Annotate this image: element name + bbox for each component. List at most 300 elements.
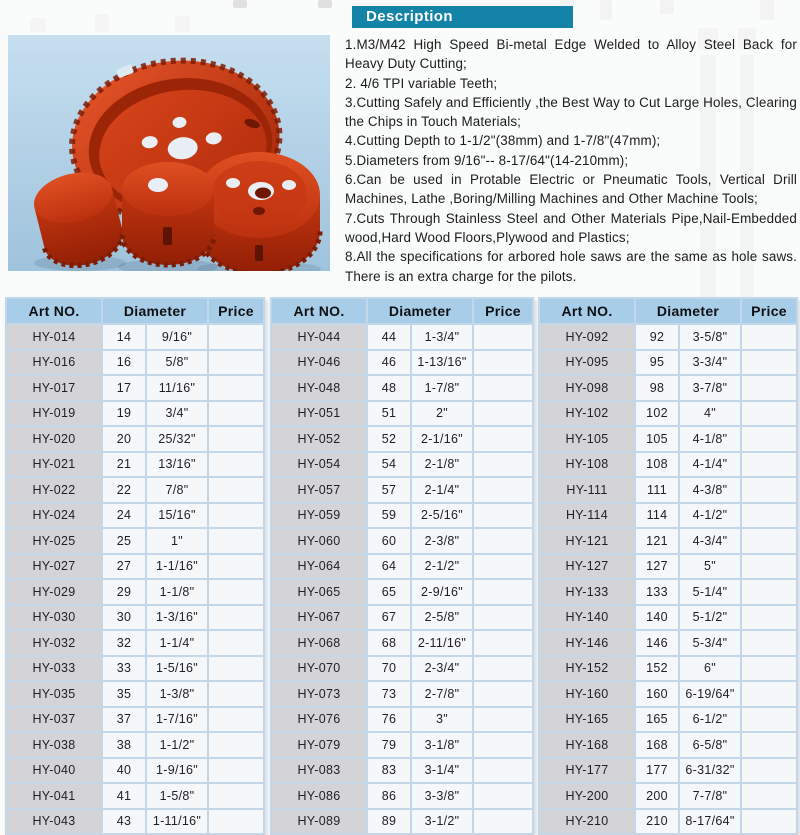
cell-art-no: HY-021 — [6, 452, 102, 478]
table-row — [539, 630, 797, 656]
watermark-bar — [95, 14, 109, 32]
cell-diameter-inch: 1-11/16" — [146, 809, 208, 835]
cell-diameter-mm: 200 — [635, 783, 679, 809]
cell-price — [741, 758, 797, 784]
cell-price — [741, 452, 797, 478]
table-row — [539, 554, 797, 580]
cell-diameter-mm: 20 — [102, 426, 146, 452]
cell-diameter-inch: 2-5/8" — [411, 605, 473, 631]
cell-diameter-inch: 3/4" — [146, 401, 208, 427]
table-row — [6, 375, 264, 401]
cell-diameter-mm: 48 — [367, 375, 411, 401]
table-row — [539, 783, 797, 809]
cell-diameter-mm: 111 — [635, 477, 679, 503]
cell-diameter-mm: 51 — [367, 401, 411, 427]
table-row — [271, 350, 533, 376]
cell-diameter-mm: 43 — [102, 809, 146, 835]
cell-diameter-mm: 95 — [635, 350, 679, 376]
cell-art-no: HY-052 — [271, 426, 367, 452]
cell-diameter-mm: 133 — [635, 579, 679, 605]
table-row — [271, 707, 533, 733]
cell-diameter-mm: 14 — [102, 324, 146, 350]
cell-diameter-inch: 2-3/4" — [411, 656, 473, 682]
description-item: 3.Cutting Safely and Efficiently ,the Best Way to Cut Large Holes, Clearing the Chips in Touch Materials; — [345, 94, 797, 130]
cell-price — [473, 324, 533, 350]
cell-price — [741, 707, 797, 733]
cell-diameter-inch: 1-3/8" — [146, 681, 208, 707]
table-row — [539, 681, 797, 707]
cell-diameter-inch: 2-1/16" — [411, 426, 473, 452]
cell-art-no: HY-030 — [6, 605, 102, 631]
table-row — [539, 758, 797, 784]
cell-price — [741, 324, 797, 350]
table-row — [539, 350, 797, 376]
cell-art-no: HY-146 — [539, 630, 635, 656]
cell-price — [741, 579, 797, 605]
cell-art-no: HY-095 — [539, 350, 635, 376]
cell-art-no: HY-200 — [539, 783, 635, 809]
description-item: 1.M3/M42 High Speed Bi-metal Edge Welded to Alloy Steel Back for Heavy Duty Cutting; — [345, 37, 797, 72]
header-art-no: Art NO. — [271, 298, 367, 324]
cell-price — [741, 503, 797, 529]
table-row — [271, 681, 533, 707]
table-row — [539, 809, 797, 835]
description-item: 7.Cuts Through Stainless Steel and Other Materials Pipe,Nail-Embedded wood,Hard Wood Floors,Plywood and Plastics; — [345, 210, 797, 245]
cell-diameter-inch: 5-3/4" — [679, 630, 741, 656]
description-title: Description — [366, 8, 453, 25]
cell-diameter-inch: 4-1/8" — [679, 426, 741, 452]
cell-art-no: HY-043 — [6, 809, 102, 835]
cell-art-no: HY-059 — [271, 503, 367, 529]
hole-saw-table-3 — [538, 297, 798, 835]
cell-diameter-mm: 35 — [102, 681, 146, 707]
cell-diameter-mm: 210 — [635, 809, 679, 835]
cell-diameter-inch: 9/16" — [146, 324, 208, 350]
cell-price — [208, 809, 264, 835]
cell-price — [208, 554, 264, 580]
cell-art-no: HY-076 — [271, 707, 367, 733]
cell-price — [473, 452, 533, 478]
cell-art-no: HY-140 — [539, 605, 635, 631]
cell-price — [208, 477, 264, 503]
cell-price — [741, 375, 797, 401]
cell-art-no: HY-168 — [539, 732, 635, 758]
cell-diameter-inch: 4" — [679, 401, 741, 427]
cell-art-no: HY-177 — [539, 758, 635, 784]
cell-diameter-mm: 76 — [367, 707, 411, 733]
cell-diameter-mm: 32 — [102, 630, 146, 656]
table-row — [6, 732, 264, 758]
cell-diameter-inch: 7/8" — [146, 477, 208, 503]
cell-art-no: HY-079 — [271, 732, 367, 758]
cell-art-no: HY-044 — [271, 324, 367, 350]
table-row — [271, 656, 533, 682]
watermark-bar — [30, 18, 46, 32]
cell-diameter-mm: 21 — [102, 452, 146, 478]
table-row — [271, 758, 533, 784]
cell-art-no: HY-024 — [6, 503, 102, 529]
cell-art-no: HY-073 — [271, 681, 367, 707]
table-row — [271, 324, 533, 350]
header-diameter: Diameter — [367, 298, 473, 324]
cell-art-no: HY-040 — [6, 758, 102, 784]
header-price: Price — [741, 298, 797, 324]
cell-price — [208, 528, 264, 554]
cell-price — [208, 324, 264, 350]
cell-diameter-mm: 27 — [102, 554, 146, 580]
cell-art-no: HY-121 — [539, 528, 635, 554]
cell-art-no: HY-060 — [271, 528, 367, 554]
cell-diameter-inch: 7-7/8" — [679, 783, 741, 809]
cell-art-no: HY-133 — [539, 579, 635, 605]
cell-price — [473, 630, 533, 656]
cell-diameter-inch: 11/16" — [146, 375, 208, 401]
cell-diameter-inch: 5-1/2" — [679, 605, 741, 631]
cell-price — [473, 401, 533, 427]
cell-price — [208, 605, 264, 631]
table-row — [6, 426, 264, 452]
cell-price — [208, 656, 264, 682]
cell-diameter-inch: 1-5/16" — [146, 656, 208, 682]
cell-diameter-mm: 67 — [367, 605, 411, 631]
table-row — [271, 375, 533, 401]
cell-art-no: HY-041 — [6, 783, 102, 809]
cell-diameter-inch: 6-1/2" — [679, 707, 741, 733]
hole-saws-illustration — [8, 35, 330, 271]
cell-diameter-inch: 2-9/16" — [411, 579, 473, 605]
right-hole-saw — [198, 152, 320, 271]
cell-art-no: HY-029 — [6, 579, 102, 605]
cell-diameter-inch: 8-17/64" — [679, 809, 741, 835]
cell-diameter-mm: 25 — [102, 528, 146, 554]
table-row — [271, 503, 533, 529]
cell-art-no: HY-046 — [271, 350, 367, 376]
table-row — [271, 732, 533, 758]
cell-art-no: HY-127 — [539, 554, 635, 580]
table-row — [539, 426, 797, 452]
cell-art-no: HY-068 — [271, 630, 367, 656]
table-row — [6, 324, 264, 350]
table-header-row — [539, 298, 797, 324]
cell-price — [741, 656, 797, 682]
cell-price — [473, 579, 533, 605]
table-header-row — [271, 298, 533, 324]
cell-diameter-mm: 64 — [367, 554, 411, 580]
cell-diameter-inch: 6-19/64" — [679, 681, 741, 707]
cell-price — [741, 681, 797, 707]
cell-diameter-mm: 19 — [102, 401, 146, 427]
cell-price — [208, 375, 264, 401]
table-row — [6, 401, 264, 427]
cell-art-no: HY-111 — [539, 477, 635, 503]
cell-diameter-inch: 2" — [411, 401, 473, 427]
cell-price — [473, 707, 533, 733]
cell-diameter-mm: 30 — [102, 605, 146, 631]
cell-art-no: HY-022 — [6, 477, 102, 503]
cell-diameter-mm: 177 — [635, 758, 679, 784]
table-row — [6, 605, 264, 631]
cell-price — [208, 503, 264, 529]
table-row — [539, 375, 797, 401]
header-diameter: Diameter — [102, 298, 208, 324]
cell-art-no: HY-025 — [6, 528, 102, 554]
header-price: Price — [208, 298, 264, 324]
table-row — [271, 579, 533, 605]
table-row — [539, 605, 797, 631]
cell-price — [473, 605, 533, 631]
cell-art-no: HY-108 — [539, 452, 635, 478]
cell-price — [741, 528, 797, 554]
cell-price — [741, 350, 797, 376]
table-row — [271, 605, 533, 631]
cell-diameter-mm: 57 — [367, 477, 411, 503]
header-diameter: Diameter — [635, 298, 741, 324]
table-row — [539, 401, 797, 427]
cell-diameter-mm: 79 — [367, 732, 411, 758]
table-row — [6, 350, 264, 376]
table-row — [6, 452, 264, 478]
cell-art-no: HY-098 — [539, 375, 635, 401]
hole-saw-table-1 — [5, 297, 265, 835]
cell-diameter-mm: 86 — [367, 783, 411, 809]
table-row — [539, 732, 797, 758]
cell-diameter-mm: 92 — [635, 324, 679, 350]
cell-art-no: HY-114 — [539, 503, 635, 529]
cell-diameter-mm: 160 — [635, 681, 679, 707]
cell-price — [208, 350, 264, 376]
cell-diameter-inch: 5-1/4" — [679, 579, 741, 605]
table-row — [271, 809, 533, 835]
cell-art-no: HY-105 — [539, 426, 635, 452]
cell-art-no: HY-083 — [271, 758, 367, 784]
header-price: Price — [473, 298, 533, 324]
cell-diameter-inch: 1-1/16" — [146, 554, 208, 580]
table-row — [271, 783, 533, 809]
cell-diameter-mm: 98 — [635, 375, 679, 401]
cell-diameter-mm: 89 — [367, 809, 411, 835]
cell-diameter-inch: 3-5/8" — [679, 324, 741, 350]
cell-diameter-mm: 22 — [102, 477, 146, 503]
cell-diameter-mm: 29 — [102, 579, 146, 605]
watermark-bar — [318, 0, 332, 8]
cell-price — [473, 375, 533, 401]
cell-diameter-inch: 2-1/4" — [411, 477, 473, 503]
cell-diameter-mm: 16 — [102, 350, 146, 376]
cell-diameter-inch: 4-1/4" — [679, 452, 741, 478]
cell-price — [208, 758, 264, 784]
description-item: 2. 4/6 TPI variable Teeth; — [345, 75, 498, 91]
cell-art-no: HY-037 — [6, 707, 102, 733]
table-row — [6, 681, 264, 707]
cell-art-no: HY-065 — [271, 579, 367, 605]
cell-art-no: HY-016 — [6, 350, 102, 376]
cell-price — [473, 477, 533, 503]
cell-diameter-mm: 52 — [367, 426, 411, 452]
table-row — [6, 503, 264, 529]
table-row — [6, 554, 264, 580]
table-body — [271, 324, 533, 834]
description-list — [345, 35, 797, 286]
table-row — [6, 707, 264, 733]
table-row — [6, 630, 264, 656]
cell-diameter-mm: 65 — [367, 579, 411, 605]
cell-price — [473, 656, 533, 682]
cell-price — [208, 426, 264, 452]
cell-diameter-mm: 60 — [367, 528, 411, 554]
cell-art-no: HY-092 — [539, 324, 635, 350]
cell-diameter-mm: 146 — [635, 630, 679, 656]
cell-diameter-mm: 152 — [635, 656, 679, 682]
table-row — [539, 503, 797, 529]
cell-art-no: HY-210 — [539, 809, 635, 835]
cell-diameter-mm: 168 — [635, 732, 679, 758]
cell-diameter-mm: 165 — [635, 707, 679, 733]
cell-diameter-mm: 140 — [635, 605, 679, 631]
cell-price — [473, 809, 533, 835]
watermark-bar — [175, 16, 190, 32]
cell-art-no: HY-035 — [6, 681, 102, 707]
cell-art-no: HY-033 — [6, 656, 102, 682]
cell-art-no: HY-057 — [271, 477, 367, 503]
table-row — [6, 758, 264, 784]
cell-diameter-inch: 4-3/4" — [679, 528, 741, 554]
cell-diameter-inch: 2-1/2" — [411, 554, 473, 580]
cell-art-no: HY-020 — [6, 426, 102, 452]
small-middle-hole-saw — [122, 162, 214, 265]
cell-diameter-inch: 2-11/16" — [411, 630, 473, 656]
description-item: 8.All the specifications for arbored hole saws are the same as hole saws. There is an extra charge for the pilots. — [345, 249, 797, 284]
cell-diameter-inch: 1-3/4" — [411, 324, 473, 350]
cell-diameter-mm: 108 — [635, 452, 679, 478]
cell-diameter-mm: 102 — [635, 401, 679, 427]
cell-art-no: HY-019 — [6, 401, 102, 427]
cell-diameter-inch: 4-3/8" — [679, 477, 741, 503]
cell-art-no: HY-089 — [271, 809, 367, 835]
cell-diameter-mm: 24 — [102, 503, 146, 529]
cell-diameter-mm: 44 — [367, 324, 411, 350]
cell-art-no: HY-086 — [271, 783, 367, 809]
table-row — [6, 656, 264, 682]
cell-art-no: HY-067 — [271, 605, 367, 631]
cell-art-no: HY-152 — [539, 656, 635, 682]
cell-diameter-inch: 13/16" — [146, 452, 208, 478]
cell-art-no: HY-165 — [539, 707, 635, 733]
cell-diameter-inch: 1-1/8" — [146, 579, 208, 605]
cell-diameter-inch: 3-3/4" — [679, 350, 741, 376]
cell-diameter-inch: 1" — [146, 528, 208, 554]
description-header — [352, 6, 573, 28]
header-art-no: Art NO. — [539, 298, 635, 324]
cell-price — [208, 630, 264, 656]
cell-diameter-mm: 40 — [102, 758, 146, 784]
cell-diameter-inch: 25/32" — [146, 426, 208, 452]
cell-price — [473, 554, 533, 580]
cell-price — [741, 783, 797, 809]
cell-price — [741, 809, 797, 835]
cell-diameter-inch: 2-3/8" — [411, 528, 473, 554]
table-row — [539, 656, 797, 682]
cell-diameter-mm: 37 — [102, 707, 146, 733]
table-body — [6, 324, 264, 834]
cell-diameter-mm: 41 — [102, 783, 146, 809]
cell-art-no: HY-014 — [6, 324, 102, 350]
table-body — [539, 324, 797, 834]
cell-price — [473, 350, 533, 376]
cell-price — [208, 452, 264, 478]
cell-art-no: HY-027 — [6, 554, 102, 580]
cell-diameter-mm: 17 — [102, 375, 146, 401]
description-item: 5.Diameters from 9/16"-- 8-17/64"(14-210mm); — [345, 152, 629, 168]
cell-diameter-mm: 83 — [367, 758, 411, 784]
table-row — [539, 528, 797, 554]
cell-price — [741, 477, 797, 503]
cell-diameter-mm: 105 — [635, 426, 679, 452]
cell-price — [208, 681, 264, 707]
cell-art-no: HY-032 — [6, 630, 102, 656]
cell-diameter-inch: 1-5/8" — [146, 783, 208, 809]
cell-price — [208, 732, 264, 758]
cell-price — [741, 554, 797, 580]
cell-price — [741, 401, 797, 427]
table-row — [6, 528, 264, 554]
table-row — [6, 477, 264, 503]
cell-price — [741, 630, 797, 656]
cell-diameter-inch: 2-1/8" — [411, 452, 473, 478]
cell-diameter-inch: 1-9/16" — [146, 758, 208, 784]
table-row — [271, 528, 533, 554]
cell-diameter-inch: 3-3/8" — [411, 783, 473, 809]
cell-diameter-mm: 70 — [367, 656, 411, 682]
description-section — [345, 6, 797, 286]
cell-price — [473, 681, 533, 707]
hole-saw-table-2 — [270, 297, 534, 835]
cell-price — [473, 732, 533, 758]
cell-diameter-inch: 3-1/4" — [411, 758, 473, 784]
cell-art-no: HY-048 — [271, 375, 367, 401]
table-row — [6, 579, 264, 605]
cell-diameter-mm: 114 — [635, 503, 679, 529]
cell-diameter-inch: 3-1/2" — [411, 809, 473, 835]
table-row — [271, 401, 533, 427]
cell-price — [208, 707, 264, 733]
cell-art-no: HY-038 — [6, 732, 102, 758]
header-art-no: Art NO. — [6, 298, 102, 324]
cell-diameter-mm: 68 — [367, 630, 411, 656]
cell-price — [741, 605, 797, 631]
cell-diameter-mm: 38 — [102, 732, 146, 758]
cell-price — [741, 732, 797, 758]
cell-diameter-mm: 54 — [367, 452, 411, 478]
cell-diameter-inch: 2-7/8" — [411, 681, 473, 707]
cell-art-no: HY-102 — [539, 401, 635, 427]
cell-price — [473, 758, 533, 784]
table-row — [271, 452, 533, 478]
cell-diameter-inch: 1-7/16" — [146, 707, 208, 733]
cell-diameter-inch: 1-1/2" — [146, 732, 208, 758]
table-row — [6, 783, 264, 809]
cell-diameter-mm: 127 — [635, 554, 679, 580]
cell-art-no: HY-160 — [539, 681, 635, 707]
cell-diameter-mm: 73 — [367, 681, 411, 707]
table-row — [539, 452, 797, 478]
cell-price — [473, 503, 533, 529]
cell-price — [473, 528, 533, 554]
cell-price — [741, 426, 797, 452]
cell-art-no: HY-051 — [271, 401, 367, 427]
table-row — [539, 707, 797, 733]
cell-price — [473, 426, 533, 452]
cell-price — [208, 579, 264, 605]
